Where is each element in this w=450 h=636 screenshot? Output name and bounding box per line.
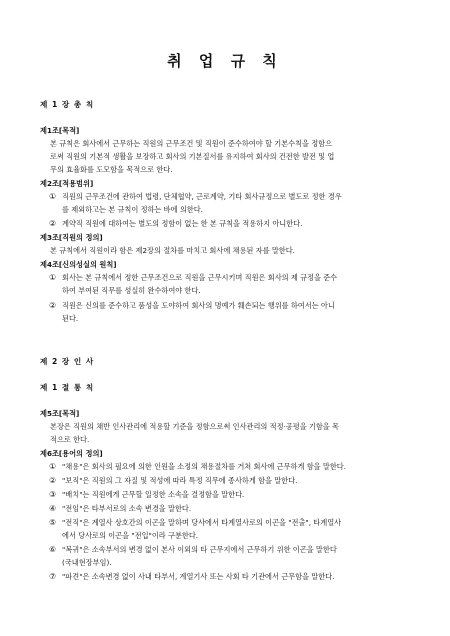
article-2-heading: 제2조[적용범위]: [40, 179, 94, 188]
article-1-line: 본 규칙은 회사에서 근무하는 직원의 근무조건 및 직원이 준수하여야 할 기본수칙을 정함으: [50, 139, 333, 148]
item-number: ③: [49, 490, 57, 499]
article-6-item-line: "전직"은 계열사 상호간의 이곤을 말하며 당사에서 타계열사로의 이곤을 "전출", 타계열사: [62, 518, 342, 527]
article-1-heading: 제1조[목적]: [40, 126, 80, 135]
article-4-item-line: 하여 부여된 직무를 성실히 완수하여야 한다.: [62, 286, 201, 295]
item-number: ⑦: [49, 572, 57, 581]
item-number: ①: [49, 192, 57, 201]
article-6-item-line: "복귀"은 소속부서의 변경 없이 본사 이외의 타 근무지에서 근무하기 위한 이곤을 말한다: [62, 545, 337, 554]
article-1-line: 로써 직원의 기본적 생활을 보장하고 회사의 기본질서를 유지하여 회사의 건전한 발전 및 업: [50, 152, 335, 161]
item-number: ⑤: [49, 518, 57, 527]
article-2-item-line: 를 제외하고는 본 규칙이 정하는 바에 의한다.: [62, 205, 203, 214]
article-6-heading: 제6조[용어의 정의]: [40, 449, 103, 458]
article-6-item-line: "전임"은 타부서로의 소속 변경을 말한다.: [62, 504, 192, 513]
article-3-line: 본 규칙에서 직원이라 함은 제2장의 절차를 마치고 회사에 채용된 자를 말한다.: [50, 246, 295, 255]
article-4-item-line: 직원은 신의를 준수하고 품성을 도야하여 회사의 명예가 훼손되는 행위를 하여서는 아니: [62, 301, 335, 310]
article-3-heading: 제3조[직원의 정의]: [40, 233, 103, 242]
article-6-item-line: "배치"는 직원에게 근무할 일정한 소속을 결정함을 말한다.: [62, 490, 245, 499]
article-5-line: 적으로 한다.: [50, 435, 90, 444]
item-number: ①: [49, 462, 57, 471]
article-4-item-line: 된다.: [62, 314, 79, 323]
article-5-line: 본장은 직원의 채반 인사관리에 적용할 기준을 정함으로써 인사관리의 적정·공평을 기함을 목: [50, 422, 339, 431]
item-number: ②: [49, 219, 57, 228]
article-6-item-line: (국내현장부임).: [62, 558, 112, 567]
item-number: ①: [49, 273, 57, 282]
article-5-heading: 제5조[목적]: [40, 409, 80, 418]
chapter-2-heading: 제 2 장 인 사: [40, 357, 95, 366]
item-number: ④: [49, 504, 57, 513]
item-number: ②: [49, 476, 57, 485]
article-2-item-line: 직원의 근무조건에 관하여 법령, 단체협약, 근로계약, 기타 회사규정으로 별도로 정한 경우: [62, 192, 342, 201]
document-title: 취 업 규 칙: [167, 52, 283, 70]
article-4-item-line: 회사는 본 규칙에서 정한 근무조건으로 직원을 근무시키며 직원은 회사의 제 규정을 준수: [62, 273, 338, 282]
article-6-item-line: "보직"은 직원의 그 자질 및 적성에 따라 특정 직무에 종사하게 함을 말한다.: [62, 476, 298, 485]
item-number: ⑥: [49, 545, 57, 554]
article-2-item-line: 계약직 직원에 대하여는 별도의 정함이 없는 한 본 규칙을 적용하지 아니한다.: [62, 219, 303, 228]
section-1-heading: 제 1 절 통 칙: [40, 383, 95, 392]
article-6-item-line: 에서 당사로의 이곤을 "전입"이라 구분한다.: [62, 531, 199, 540]
article-1-line: 무의 효율화를 도모함을 목적으로 한다.: [50, 165, 173, 174]
chapter-1-heading: 제 1 장 총 칙: [40, 100, 95, 109]
article-6-item-line: "채용"은 회사의 필요에 의한 인원을 소정의 채용절차를 거쳐 회사에 근무하게 함을 말한다.: [62, 462, 346, 471]
item-number: ②: [49, 301, 57, 310]
article-6-item-line: "파견"은 소속변경 없이 사내 타부서, 계열기사 또는 사회 타 기관에서 근무함을 말한다.: [62, 572, 335, 581]
article-4-heading: 제4조[신의성실의 원칙]: [40, 260, 117, 269]
